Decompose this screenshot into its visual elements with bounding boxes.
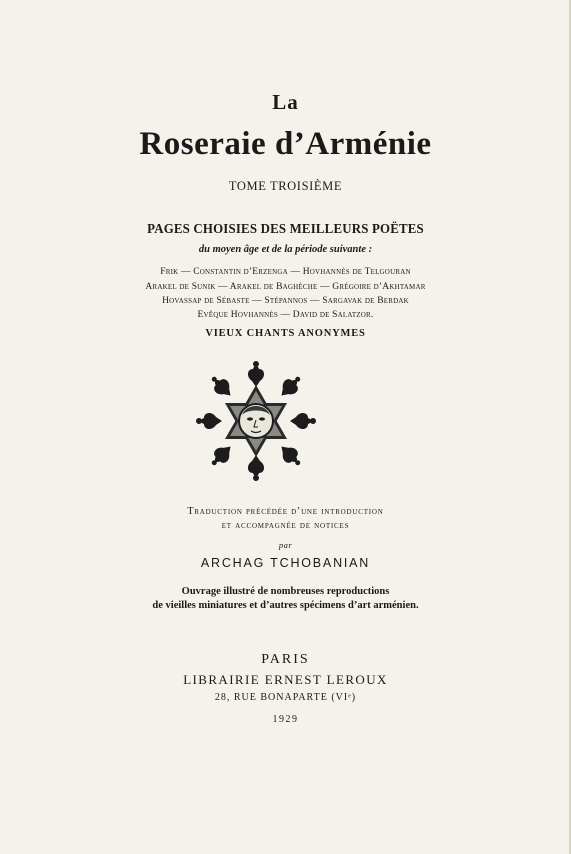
star-sun-face-icon xyxy=(196,356,316,486)
translation-line: et accompagnée de notices xyxy=(221,520,350,531)
poets-line: Frik — Constantin d’Erzenga — Hovhannès de Telgouran xyxy=(160,267,411,277)
imprint-address: 28, RUE BONAPARTE (VIᵉ) xyxy=(214,692,357,703)
book-title: Roseraie d’Arménie xyxy=(139,126,432,162)
illustration-note: de vieilles miniatures et d’autres spécimens d’art arménien. xyxy=(152,600,419,611)
poets-line: Hovassap de Sébaste — Stépannos — Sargavak de Berdak xyxy=(162,296,409,306)
anonymous-songs: VIEUX CHANTS ANONYMES xyxy=(205,328,366,339)
subtitle-heading: PAGES CHOISIES DES MEILLEURS POËTES xyxy=(147,222,424,237)
imprint-year: 1929 xyxy=(272,714,299,725)
imprint-city: PARIS xyxy=(261,652,310,667)
volume-label: TOME TROISIÈME xyxy=(228,179,343,193)
imprint-publisher: LIBRAIRIE ERNEST LEROUX xyxy=(183,672,388,687)
title-article: La xyxy=(272,90,299,114)
poets-line: Arakel de Sunik — Arakel de Baghèche — Grégoire d’Akhtamar xyxy=(145,282,426,292)
author-name: ARCHAG TCHOBANIAN xyxy=(200,556,371,570)
poets-line: Evêque Hovhannès — David de Salatzor. xyxy=(197,310,374,320)
by-label: par xyxy=(278,540,293,550)
illustration-note: Ouvrage illustré de nombreuses reproductions xyxy=(181,586,390,597)
translation-line: Traduction précédée d’une introduction xyxy=(187,506,384,517)
subtitle-period: du moyen âge et de la période suivante : xyxy=(198,244,373,255)
